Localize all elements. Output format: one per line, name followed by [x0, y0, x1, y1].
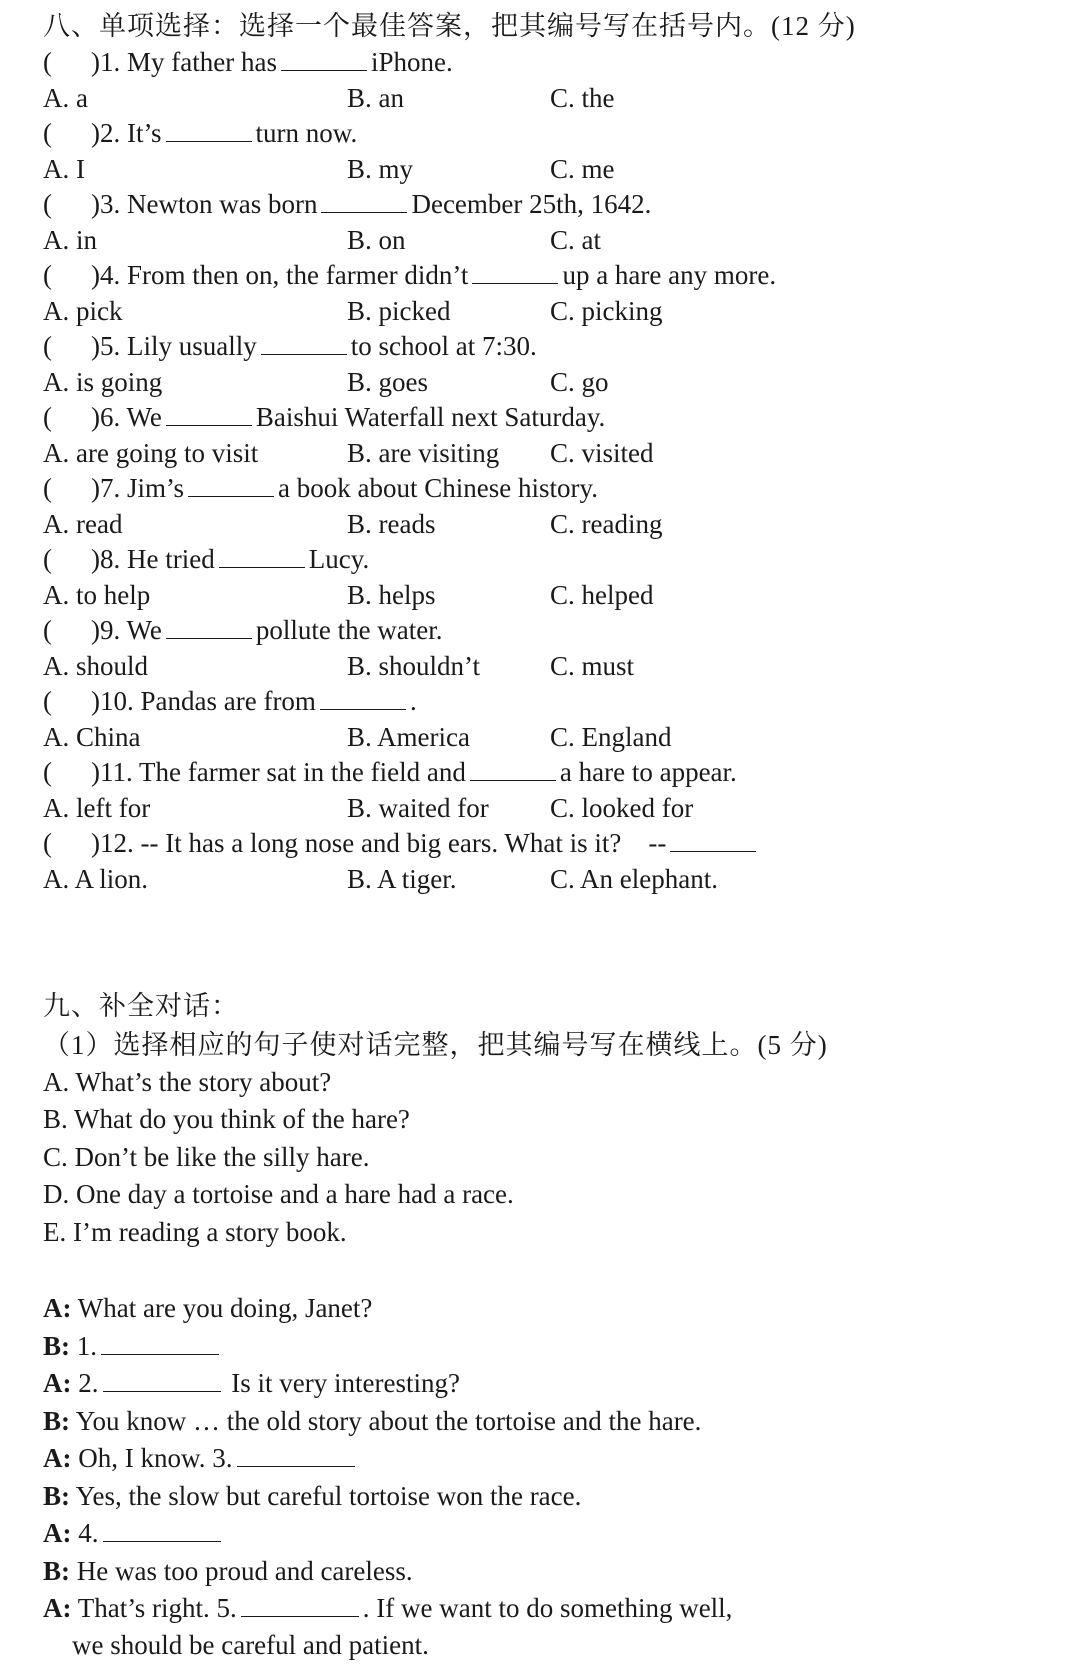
answer-paren[interactable]: (: [43, 47, 52, 77]
option-c: C. go: [550, 367, 609, 397]
speaker-label: B:: [43, 1481, 70, 1511]
options-2: [43, 151, 1060, 187]
dialogue-line-3: [43, 1365, 1060, 1401]
option-a: A. China: [43, 722, 141, 752]
options-10: [43, 719, 1060, 755]
option-c: C. helped: [550, 580, 654, 610]
question-text: Pandas are from: [140, 686, 316, 716]
options-8: [43, 577, 1060, 613]
speaker-label: B:: [43, 1556, 70, 1586]
question-text: It’s: [127, 118, 162, 148]
question-number: )6.: [91, 402, 121, 432]
answer-blank[interactable]: [470, 754, 556, 781]
question-number: )7.: [91, 473, 121, 503]
dialogue-line-4: [43, 1403, 1060, 1439]
answer-blank[interactable]: [261, 328, 347, 355]
question-text-after: a book about Chinese history.: [278, 473, 598, 503]
question-7: [43, 470, 1060, 506]
dialogue-text: 2.: [78, 1368, 99, 1398]
option-b: B. on: [347, 225, 406, 255]
dialogue-text: Oh, I know. 3.: [78, 1443, 233, 1473]
question-8: [43, 541, 1060, 577]
dialogue-option-c: C. Don’t be like the silly hare.: [43, 1142, 370, 1172]
option-b: B. picked: [347, 296, 451, 326]
question-4: [43, 257, 1060, 293]
question-text: He tried: [127, 544, 215, 574]
option-b: B. goes: [347, 367, 428, 397]
speaker-label: A:: [43, 1443, 72, 1473]
option-a: A. in: [43, 225, 97, 255]
answer-blank-5[interactable]: [241, 1590, 359, 1617]
option-a: A. A lion.: [43, 864, 149, 894]
question-number: )4.: [91, 260, 121, 290]
question-number: )8.: [91, 544, 121, 574]
options-12: [43, 861, 1060, 897]
answer-blank-1[interactable]: [101, 1328, 219, 1355]
speaker-label: A:: [43, 1293, 72, 1323]
question-1: [43, 44, 1060, 80]
question-text: -- It has a long nose and big ears. What is it?: [140, 828, 622, 858]
question-6: [43, 399, 1060, 435]
dialogue-option-e: E. I’m reading a story book.: [43, 1217, 347, 1247]
dialogue-text: Yes, the slow but careful tortoise won the race.: [75, 1481, 582, 1511]
question-2: [43, 115, 1060, 151]
question-9: [43, 612, 1060, 648]
question-text-after: December 25th, 1642.: [411, 189, 652, 219]
option-b: B. shouldn’t: [347, 651, 481, 681]
question-number: )3.: [91, 189, 121, 219]
answer-paren[interactable]: (: [43, 118, 52, 148]
option-a: A. pick: [43, 296, 123, 326]
option-b: B. an: [347, 83, 404, 113]
question-number: )1.: [91, 47, 121, 77]
answer-blank[interactable]: [188, 470, 274, 497]
question-text-after: a hare to appear.: [559, 757, 737, 787]
speaker-label: A:: [43, 1593, 72, 1623]
dialogue-line-1: [43, 1290, 1060, 1326]
option-b: B. helps: [347, 580, 436, 610]
speaker-label: A:: [43, 1368, 72, 1398]
dialogue-line-8: [43, 1553, 1060, 1589]
option-c: C. the: [550, 83, 615, 113]
answer-paren[interactable]: (: [43, 828, 52, 858]
answer-blank[interactable]: [321, 186, 407, 213]
option-c: C. me: [550, 154, 615, 184]
answer-blank[interactable]: [281, 44, 367, 71]
question-text-after: iPhone.: [370, 47, 453, 77]
question-11: [43, 754, 1060, 790]
option-c: C. England: [550, 722, 672, 752]
question-text-after: pollute the water.: [255, 615, 443, 645]
dialogue-line-10: we should be careful and patient.: [72, 1630, 429, 1660]
question-10: [43, 683, 1060, 719]
option-c: C. visited: [550, 438, 654, 468]
answer-blank[interactable]: [166, 399, 252, 426]
question-text-after: turn now.: [255, 118, 358, 148]
dialogue-text: That’s right. 5.: [77, 1593, 237, 1623]
question-12: [43, 825, 1060, 861]
dialogue-option-a: A. What’s the story about?: [43, 1067, 332, 1097]
question-text: From then on, the farmer didn’t: [127, 260, 469, 290]
question-text-after: .: [409, 686, 417, 716]
question-text: We: [126, 402, 162, 432]
question-text-after: Lucy.: [308, 544, 370, 574]
answer-paren[interactable]: (: [43, 757, 52, 787]
option-a: A. I: [43, 154, 85, 184]
question-text: Jim’s: [127, 473, 185, 503]
answer-paren[interactable]: (: [43, 615, 52, 645]
question-text-after: --: [648, 828, 667, 858]
answer-blank[interactable]: [472, 257, 558, 284]
option-a: A. read: [43, 509, 123, 539]
speaker-label: B:: [43, 1331, 70, 1361]
answer-paren[interactable]: (: [43, 402, 52, 432]
option-c: C. An elephant.: [550, 864, 718, 894]
section9-heading: 九、补全对话：: [43, 991, 239, 1021]
option-c: C. at: [550, 225, 601, 255]
options-4: [43, 293, 1060, 329]
question-number: )10.: [91, 686, 134, 716]
dialogue-line-5: [43, 1440, 1060, 1476]
dialogue-text-after: Is it very interesting?: [231, 1368, 460, 1398]
speaker-label: B:: [43, 1406, 70, 1436]
question-number: )2.: [91, 118, 121, 148]
option-b: B. are visiting: [347, 438, 500, 468]
option-a: A. should: [43, 651, 149, 681]
question-text: Newton was born: [127, 189, 318, 219]
answer-blank-3[interactable]: [237, 1440, 355, 1467]
dialogue-line-9: [43, 1590, 1060, 1626]
options-1: [43, 80, 1060, 116]
dialogue-text-after: . If we want to do something well,: [362, 1593, 733, 1623]
dialogue-text: 4.: [78, 1518, 99, 1548]
question-text: The farmer sat in the field and: [139, 757, 466, 787]
dialogue-text: You know … the old story about the tortoise and the hare.: [75, 1406, 702, 1436]
options-7: [43, 506, 1060, 542]
speaker-label: A:: [43, 1518, 72, 1548]
question-text: We: [126, 615, 162, 645]
answer-paren[interactable]: (: [43, 189, 52, 219]
options-6: [43, 435, 1060, 471]
answer-blank[interactable]: [166, 612, 252, 639]
dialogue-text: What are you doing, Janet?: [77, 1293, 373, 1323]
question-number: )11.: [91, 757, 133, 787]
section9-sub-heading: （1）选择相应的句子使对话完整，把其编号写在横线上。(5 分): [43, 1030, 828, 1060]
question-text-after: to school at 7:30.: [350, 331, 537, 361]
answer-blank[interactable]: [219, 541, 305, 568]
options-5: [43, 364, 1060, 400]
option-a: A. a: [43, 83, 88, 113]
answer-paren[interactable]: (: [43, 331, 52, 361]
question-text-after: up a hare any more.: [562, 260, 777, 290]
option-b: B. reads: [347, 509, 436, 539]
dialogue-option-d: D. One day a tortoise and a hare had a race.: [43, 1179, 514, 1209]
option-c: C. picking: [550, 296, 663, 326]
question-number: )5.: [91, 331, 121, 361]
option-a: A. left for: [43, 793, 151, 823]
question-number: )12.: [91, 828, 134, 858]
question-text: My father has: [127, 47, 277, 77]
answer-blank-2[interactable]: [103, 1365, 221, 1392]
answer-paren[interactable]: (: [43, 544, 52, 574]
answer-blank-4[interactable]: [103, 1515, 221, 1542]
dialogue-option-b: B. What do you think of the hare?: [43, 1104, 410, 1134]
question-text-after: Baishui Waterfall next Saturday.: [255, 402, 606, 432]
option-c: C. reading: [550, 509, 663, 539]
answer-blank[interactable]: [166, 115, 252, 142]
option-a: A. is going: [43, 367, 163, 397]
answer-paren[interactable]: (: [43, 473, 52, 503]
option-b: B. A tiger.: [347, 864, 457, 894]
dialogue-text: He was too proud and careless.: [76, 1556, 413, 1586]
question-text: Lily usually: [127, 331, 257, 361]
question-3: [43, 186, 1060, 222]
answer-paren[interactable]: (: [43, 260, 52, 290]
answer-blank[interactable]: [670, 825, 756, 852]
options-9: [43, 648, 1060, 684]
answer-paren[interactable]: (: [43, 686, 52, 716]
option-a: A. are going to visit: [43, 438, 259, 468]
option-b: B. America: [347, 722, 470, 752]
question-number: )9.: [91, 615, 121, 645]
dialogue-line-6: [43, 1478, 1060, 1514]
question-5: [43, 328, 1060, 364]
dialogue-text: 1.: [76, 1331, 97, 1361]
option-b: B. my: [347, 154, 414, 184]
dialogue-line-2: [43, 1328, 1060, 1364]
option-a: A. to help: [43, 580, 151, 610]
options-11: [43, 790, 1060, 826]
option-b: B. waited for: [347, 793, 489, 823]
option-c: C. looked for: [550, 793, 694, 823]
dialogue-line-7: [43, 1515, 1060, 1551]
options-3: [43, 222, 1060, 258]
section8-heading: 八、单项选择：选择一个最佳答案，把其编号写在括号内。(12 分): [43, 11, 856, 41]
option-c: C. must: [550, 651, 635, 681]
answer-blank[interactable]: [320, 683, 406, 710]
